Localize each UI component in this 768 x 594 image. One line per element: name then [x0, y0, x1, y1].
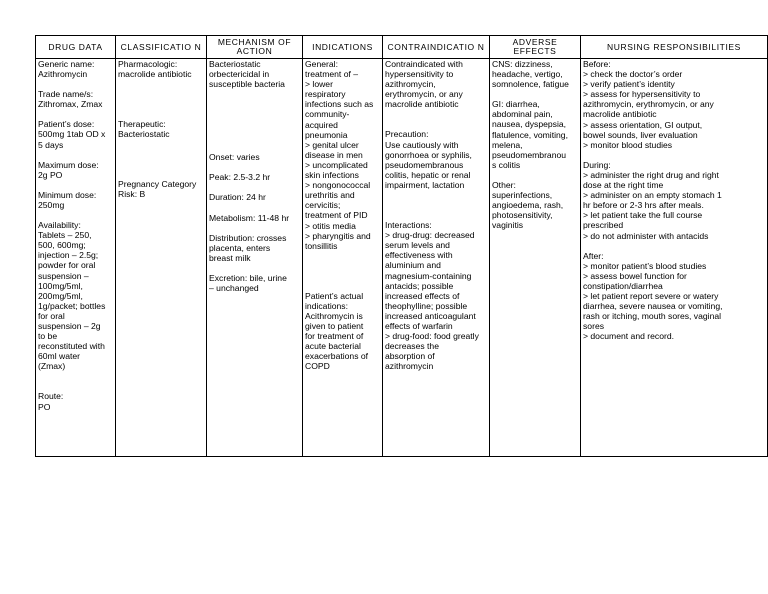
content-row — [36, 59, 768, 457]
duration: Duration: 24 hr — [209, 192, 266, 203]
cell-contraindication — [383, 59, 490, 457]
patient-dose: Patient’s dose: 500mg 1tab OD x 5 days — [38, 119, 106, 150]
cell-classification — [116, 59, 207, 457]
distribution: Distribution: crosses placenta, enters breast milk — [209, 232, 287, 263]
cell-mechanism — [207, 59, 303, 457]
onset: Onset: varies — [209, 152, 260, 163]
header-nursing-responsibilities: NURSING RESPONSIBILITIES — [581, 36, 768, 59]
drug-study-table — [35, 35, 768, 457]
precaution: Precaution: Use cautiously with gonorrhoea or syphilis, pseudomembranous colitis, hepatic or renal impairment, lactation — [385, 129, 472, 190]
general-indications: General: treatment of – > lower respiratory infections such as community- acquired pneumonia > genital ulcer disease in men > uncomplicated skin infections > nongonococcal urethritis and cervicitis; treatment of PID > otitis media > pharyngitis and tonsillitis — [305, 59, 374, 251]
interactions: Interactions: > drug-drug: decreased serum levels and effectiveness with aluminium and magnesium-containing antacids; possible increased effects of theophylline; possible increased anticoagulant effects of warfarin > drug-food: food greatly decreases the absorption of azithromycin — [385, 220, 479, 372]
cell-nursing-responsibilities — [581, 59, 768, 457]
trade-names: Trade name/s: Zithromax, Zmax — [38, 89, 103, 110]
peak: Peak: 2.5-3.2 hr — [209, 172, 271, 183]
header-adverse-effects: ADVERSE EFFECTS — [490, 36, 581, 59]
header-row — [36, 36, 768, 59]
cell-adverse-effects — [490, 59, 581, 457]
maximum-dose: Maximum dose: 2g PO — [38, 159, 99, 180]
route: Route: PO — [38, 391, 64, 412]
therapeutic-class: Therapeutic: Bacteriostatic — [118, 119, 170, 140]
nursing-before: Before: > check the doctor’s order > verify patient’s identity > assess for hypersensitivity to azithromycin, erythromycin, or any macrolide antibiotic > assess orientation, GI output, bowel sounds, liver evaluation > monitor blood studies — [583, 59, 714, 150]
pharmacologic-class: Pharmacologic: macrolide antibiotic — [118, 59, 192, 80]
minimum-dose: Minimum dose: 250mg — [38, 189, 97, 210]
metabolism: Metabolism: 11-48 hr — [209, 212, 290, 223]
cell-indications — [303, 59, 383, 457]
actual-indications: Patient’s actual indications: Acithromycin is given to patient for treatment of acute bacterial exacerbations of COPD — [305, 290, 369, 372]
pregnancy-category: Pregnancy Category Risk: B — [118, 179, 197, 200]
nursing-during: During: > administer the right drug and right dose at the right time > administer on an empty stomach 1 hr before or 2-3 hrs after meals. > let patient take the full course prescribed > do not administer with antacids — [583, 159, 722, 241]
mechanism-action: Bacteriostatic orbectericidal in susceptible bacteria — [209, 59, 285, 90]
header-drug-data: DRUG DATA — [36, 36, 116, 59]
header-classification: CLASSIFICATIO N — [116, 36, 207, 59]
availability: Availability: Tablets – 250, 500, 600mg; injection – 2.5g; powder for oral suspension – 100mg/5ml, 200mg/5ml, 1g/packet; bottles for oral suspension – 2g to be reconstituted with 60ml water (Zmax) — [38, 220, 106, 372]
adverse-gi: GI: diarrhea, abdominal pain, nausea, dyspepsia, flatulence, vomiting, melena, pseudomembranou s colitis — [492, 99, 568, 170]
adverse-other: Other: superinfections, angioedema, rash, photosensitivity, vaginitis — [492, 179, 564, 231]
generic-name: Generic name: Azithromycin — [38, 59, 95, 80]
contraindications: Contraindicated with hypersensitivity to azithromycin, erythromycin, or any macrolide antibiotic — [385, 59, 463, 110]
nursing-after: After: > monitor patient’s blood studies > assess bowel function for constipation/diarrhea > let patient report severe or watery diarrhea, severe nausea or vomiting, rash or itching, mouth sores, vaginal sores > document and record. — [583, 250, 723, 342]
header-contraindication: CONTRAINDICATIO N — [383, 36, 490, 59]
cell-drug-data — [36, 59, 116, 457]
header-indications: INDICATIONS — [303, 36, 383, 59]
adverse-cns: CNS: dizziness, headache, vertigo, somnolence, fatigue — [492, 59, 569, 90]
header-mechanism: MECHANISM OF ACTION — [207, 36, 303, 59]
excretion: Excretion: bile, urine – unchanged — [209, 272, 287, 294]
